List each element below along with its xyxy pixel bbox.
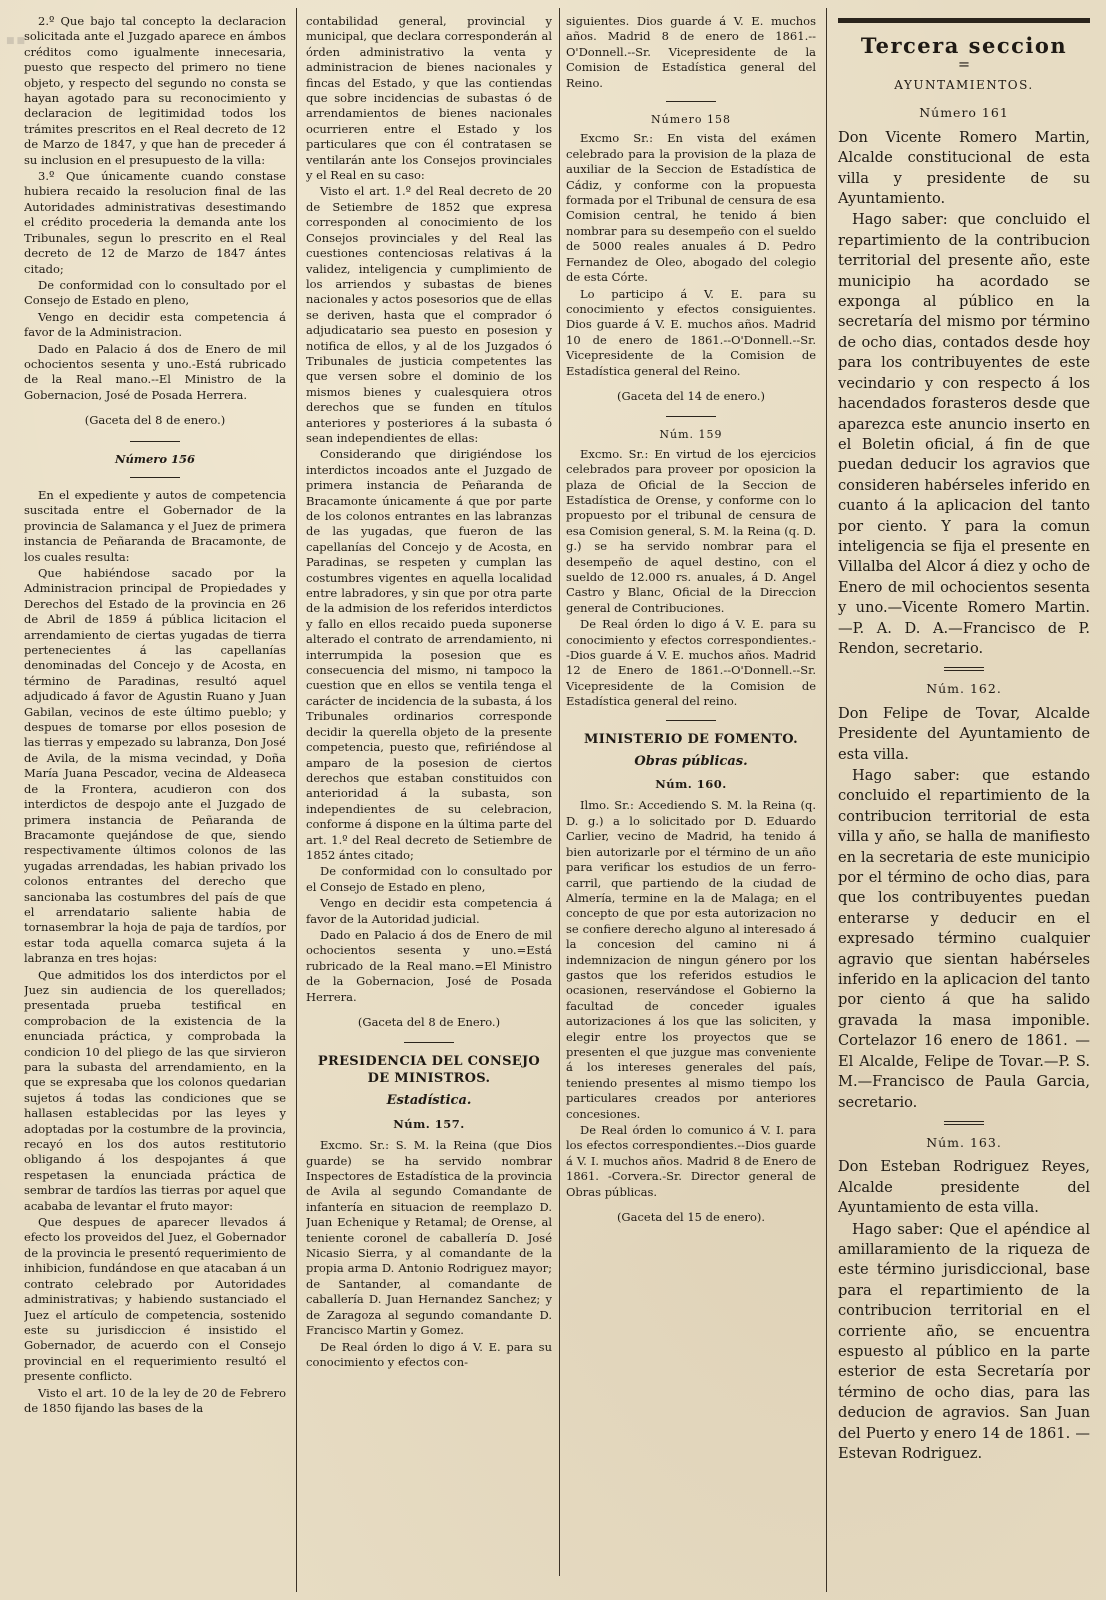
separator-rule [666,416,716,417]
separator-rule [404,1042,454,1043]
paragraph: Don Vicente Romero Martin, Alcalde constitucional de esta villa y presidente de su Ayuntamiento. [838,128,1090,208]
section-divider: = [957,56,971,73]
section-top-rule [838,18,1090,23]
gaceta-citation: (Gaceta del 15 de enero). [616,1210,766,1225]
paragraph: Considerando que dirigiéndose los interdictos incoados ante el Juzgado de primera instancia de Peñaranda de Bracamonte únicamente á que por parte de los colonos entrantes en las labranzas de las yugadas, que fueron de las capellanías del Concejo y de Acosta, en Paradinas, se respeten y cumplan las costumbres vigentes en aquella localidad entre labradores, y sin que por otra parte de la admision de los referidos interdictos y fallo en ellos recaido pueda suponerse alterado el contrato de arrendamiento, ni interrumpida la posesion que es consecuencia del mismo, ni tampoco la cuestion que en ellos se ventila tenga el carácter de incidencia de la subasta, á los Tribunales ordinarios corresponde decidir la querella objeto de la presente competencia, puesto que, refiriéndose al amparo de la posesion de ciertos derechos que estaban constituidos con anterioridad á la subasta, son independientes de su celebracion, conforme á dispone en la última parte del art. 1.º del Real decreto de Setiembre de 1852 ántes citado; [306,447,552,862]
separator-rule [666,101,716,102]
column-rule-1 [296,8,297,1592]
section-subtitle: AYUNTAMIENTOS. [894,78,1034,92]
section-subheading: Obras públicas. [634,753,748,769]
section-heading: PRESIDENCIA DEL CONSEJO DE MINISTROS. [317,1054,541,1087]
paragraph: contabilidad general, provincial y municipal, que declara corresponderán al órden administrativo la venta y administracion de bienes nacionales y fincas del Estado, y que las contiendas que sobre incidencias de subastas ó de arrendamientos de bienes nacionales ocurrieren entre el Estado y los particulares que con él contratasen se ventilarán ante los Consejos provinciales y el Real en su caso: [306,14,552,183]
paragraph: Vengo en decidir esta competencia á favor de la Autoridad judicial. [306,896,552,926]
column-rule-3 [826,8,827,1592]
article-number: Núm. 157. [393,1116,465,1131]
paragraph: Vengo en decidir esta competencia á favor de la Administracion. [24,309,286,340]
corner-marks: ■■ [6,36,28,46]
section-heading: MINISTERIO DE FOMENTO. [584,731,798,747]
separator-rule [944,1121,984,1125]
paragraph: Que despues de aparecer llevados á efecto los proveidos del Juez, el Gobernador de la provincia le presentó requerimiento de inhibicion, fundándose en que atacaban á un contrato celebrado por Autoridades administrativas; y habiendo sustanciado el Juez el artículo de competencia, sostenido este su jurisdiccion é insistido el Gobernador, de acuerdo con el Consejo provincial en el requerimiento resultó el presente conflicto. [24,1215,286,1384]
paragraph: Lo participo á V. E. para su conocimiento y efectos consiguientes. Dios guarde á V. E. muchos años. Madrid 10 de enero de 1861.--O'Donnell.--Sr. Vicepresidente de la Comision de Estadística general del Reino. [566,286,816,378]
paragraph: Excmo Sr.: En vista del exámen celebrado para la provision de la plaza de auxiliar de la Seccion de Estadística de Cádiz, y conforme con la propuesta formada por el Tribunal de censura de esa Comision central, he tenido á bien nombrar para su desempeño con el sueldo de 5000 reales anuales á D. Pedro Fernandez de Oleo, abogado del colegio de esta Córte. [566,131,816,285]
article-number: Núm. 162. [926,681,1002,697]
paragraph: Dado en Palacio á dos de Enero de mil ochocientos sesenta y uno.=Está rubricado de la Real mano.=El Ministro de la Gobernacion, José de Posada Herrera. [306,927,552,1004]
paragraph: Excmo. Sr.: S. M. la Reina (que Dios guarde) se ha servido nombrar Inspectores de Estadística de la provincia de Avila al segundo Comandante de infantería en situacion de reemplazo D. Juan Echenique y Retamal; de Orense, al teniente coronel de caballería D. José Nicasio Sierra, y al comandante de la propia arma D. Antonio Rodriguez mayor; de Santander, al comandante de caballería D. Juan Hernandez Sanchez; y de Zaragoza al segundo comandante D. Francisco Martin y Gomez. [306,1138,552,1338]
paragraph: 3.º Que únicamente cuando constase hubiera recaido la resolucion final de las Autoridades administrativas desestimando el crédito procederia la demanda ante los Tribunales, segun lo prescrito en el Real decreto de 12 de Marzo de 1847 ántes citado; [24,169,286,276]
gaceta-citation: (Gaceta del 14 de enero.) [617,388,765,403]
paragraph: Don Felipe de Tovar, Alcalde Presidente del Ayuntamiento de esta villa. [838,704,1090,763]
separator-rule [130,477,180,478]
article-number: Número 161 [919,105,1009,121]
paragraph: siguientes. Dios guarde á V. E. muchos años. Madrid 8 de enero de 1861.--O'Donnell.--Sr. Vicepresidente de la Comision de Estadística general del Reino. [566,14,816,90]
section-title: Tercera seccion [860,33,1068,58]
paragraph: De conformidad con lo consultado por el Consejo de Estado en pleno, [24,277,286,308]
separator-rule [130,441,180,442]
paragraph: Que admitidos los dos interdictos por el Juez sin audiencia de los querellados; presentada prueba testifical en comprobacion de la existencia de la enunciada práctica, y comprobada la condicion 10 del pliego de las que sirvieron para la subasta del arrendamiento, en la que se expresaba que los colonos quedarian sujetos á todas las condiciones que se hallasen establecidas por las leyes y adoptadas por la costumbre de la provincia, recayó en los dos autos restitutorio obligando á los despojantes á que respetasen la enunciada práctica de sembrar de tardíos las tierras por aquel que acababa de levantar el fruto mayor: [24,967,286,1213]
column-3 [566,14,816,1554]
separator-rule [944,667,984,671]
column-2 [306,14,552,1582]
paragraph: De conformidad con lo consultado por el Consejo de Estado en pleno, [306,864,552,894]
separator-rule [666,720,716,721]
article-number: Número 158 [650,113,732,127]
column-rule-2 [559,8,560,1576]
gaceta-citation: (Gaceta del 8 de Enero.) [357,1015,501,1029]
paragraph: Dado en Palacio á dos de Enero de mil ochocientos sesenta y uno.-Está rubricado de la Real mano.--El Ministro de la Gobernacion, José de Posada Herrera. [24,341,286,402]
column-4 [838,14,1090,1574]
gaceta-citation: (Gaceta del 8 de enero.) [84,413,226,428]
article-number: Núm. 160. [655,777,727,792]
paragraph: 2.º Que bajo tal concepto la declaracion solicitada ante el Juzgado aparece en ámbos créditos como igualmente innecesaria, puesto que respecto del primero no tiene objeto, y respecto del segundo no consta se hayan agotado para su reconocimiento y declaracion de legitimidad todos los trámites prescritos en el Real decreto de 12 de Marzo de 1847, y que han de preceder á su inclusion en el presupuesto de la villa: [24,14,286,167]
paragraph: Don Esteban Rodriguez Reyes, Alcalde presidente del Ayuntamiento de esta villa. [838,1158,1090,1217]
paragraph: De Real órden lo digo á V. E. para su conocimiento y efectos con- [306,1339,552,1369]
column-1 [24,14,286,1574]
paragraph: En el expediente y autos de competencia suscitada entre el Gobernador de la provincia de Salamanca y el Juez de primera instancia de Peñaranda de Bracamonte, de los cuales resulta: [24,487,286,564]
paragraph: Excmo. Sr.: En virtud de los ejercicios celebrados para proveer por oposicion la plaza de Oficial de la Seccion de Estadística de Orense, y conforme con lo propuesto por el tribunal de censura de esa Comision general, S. M. la Reina (q. D. g.) se ha servido nombrar para el desempeño de aquel destino, con el sueldo de 12.000 rs. anuales, á D. Angel Castro y Blanc, Oficial de la Direccion general de Contribuciones. [566,446,816,615]
paragraph: Visto el art. 10 de la ley de 20 de Febrero de 1850 fijando las bases de la [24,1385,286,1415]
section-subheading: Estadística. [386,1093,472,1109]
paragraph: Hago saber: Que el apéndice al amillaramiento de la riqueza de este término jurisdiccional, base para el repartimiento de la contribucion territorial en el corriente año, se encuentra espuesto al público en la parte esterior de esta Secretaría por término de ocho dias, para las deducion de agravios. San Juan del Puerto y enero 14 de 1861. —Estevan Rodriguez. [838,1220,1090,1462]
paragraph: Hago saber: que estando concluido el repartimiento de la contribucion territorial de esta villa y año, se halla de manifiesto en la secretaria de este municipio por el término de ocho dias, para que los contribuyentes puedan enterarse y deducir en el expresado término cualquier agravio que sientan habérseles inferido en la aplicacion del tanto por ciento á que ha salido gravada la masa imponible. Cortelazor 16 enero de 1861. —El Alcalde, Felipe de Tovar.—P. S. M.—Francisco de Paula Garcia, secretario. [838,767,1090,1111]
paragraph: Visto el art. 1.º del Real decreto de 20 de Setiembre de 1852 que expresa corresponden al conocimiento de los Consejos provinciales y del Real las cuestiones contenciosas relativas á la validez, inteligencia y cumplimiento de los arriendos y subastas de bienes nacionales y actos posesorios que de ellas se deriven, hasta que el comprador ó adjudicatario sea puesto en posesion y notifica de ellos, y al de los Juzgados ó Tribunales de justicia competentes las que versen sobre el dominio de los mismos bienes y cualesquiera otros derechos que se funden en títulos anteriores y posteriores á la subasta ó sean independientes de ellas: [306,184,552,445]
paragraph: Que habiéndose sacado por la Administracion principal de Propiedades y Derechos del Estado de la provincia en 26 de Abril de 1859 á pública licitacion el arrendamiento de ciertas yugadas de tierra pertenecientes á las capellanías denominadas del Concejo y de Acosta, en término de Paradinas, resultó aquel adjudicado á favor de Agustin Ruano y Juan Gabilan, vecinos de este último pueblo; y despues de tomarse por ellos posesion de las tierras y empezado su labranza, Don José de Avila, de la misma vecindad, y Doña María Juana Pescador, vecina de Aldeaseca de la Frontera, acudieron con dos interdictos de despojo ante el Juzgado de primera instancia de Peñaranda de Bracamonte quejándose de que, siendo respectivamente últimos colonos de las yugadas arrendadas, les habian privado los colonos entrantes del derecho que sancionaba las costumbres del país de que el arrendatario saliente habia de tornasembrar la hoja de paja de tardíos, por estar toda aquella comarca sujeta á la labranza en tres hojas: [24,566,286,966]
article-number: Núm. 163. [926,1134,1002,1150]
paragraph: Ilmo. Sr.: Accediendo S. M. la Reina (q. D. g.) a lo solicitado por D. Eduardo Carlier, vecino de Madrid, ha tenido á bien autorizarle por el término de un año para verificar los estudios de un ferro-carril, que partiendo de la ciudad de Almería, termine en la de Malaga; en el concepto de que por esta autorizacion no se confiere derecho alguno al interesado á la concesion del camino ni á indemnizacion de ningun género por los gastos que los referidos estudios le ocasionen, reservándose el Gobierno la facultad de conceder iguales autorizaciones á los que las soliciten, y elegir entre los proyectos que se presenten el que juzgue mas conveniente á los intereses generales del país, teniendo presentes al mismo tiempo los particulares creados por anteriores concesiones. [566,798,816,1121]
paragraph: De Real órden lo comunico á V. I. para los efectos correspondientes.--Dios guarde á V. I. muchos años. Madrid 8 de Enero de 1861. -Corvera.-Sr. Director general de Obras públicas. [566,1123,816,1199]
paragraph: De Real órden lo digo á V. E. para su conocimiento y efectos correspondientes.--Dios guarde á V. E. muchos años. Madrid 12 de Enero de 1861.--O'Donnell.--Sr. Vicepresidente de la Comision de Estadística general del reino. [566,617,816,709]
paragraph: Hago saber: que concluido el repartimiento de la contribucion territorial del presente año, este municipio ha acordado se exponga al público en la secretaría del mismo por término de ocho dias, contados desde hoy para los contribuyentes de este vecindario y con respecto á los hacendados forasteros desde que aparezca este anuncio inserto en el Boletin oficial, á fin de que puedan deducir los agravios que consideren habérseles inferido en cuanto á la aplicacion del tanto por ciento. Y para la comun inteligencia se fija el presente en Villalba del Alcor á diez y ocho de Enero de mil ochocientos sesenta y uno.—Vicente Romero Martin.—P. A. D. A.—Francisco de P. Rendon, secretario. [838,211,1090,657]
article-number: Número 156 [114,451,196,466]
article-number: Núm. 159 [659,428,723,442]
